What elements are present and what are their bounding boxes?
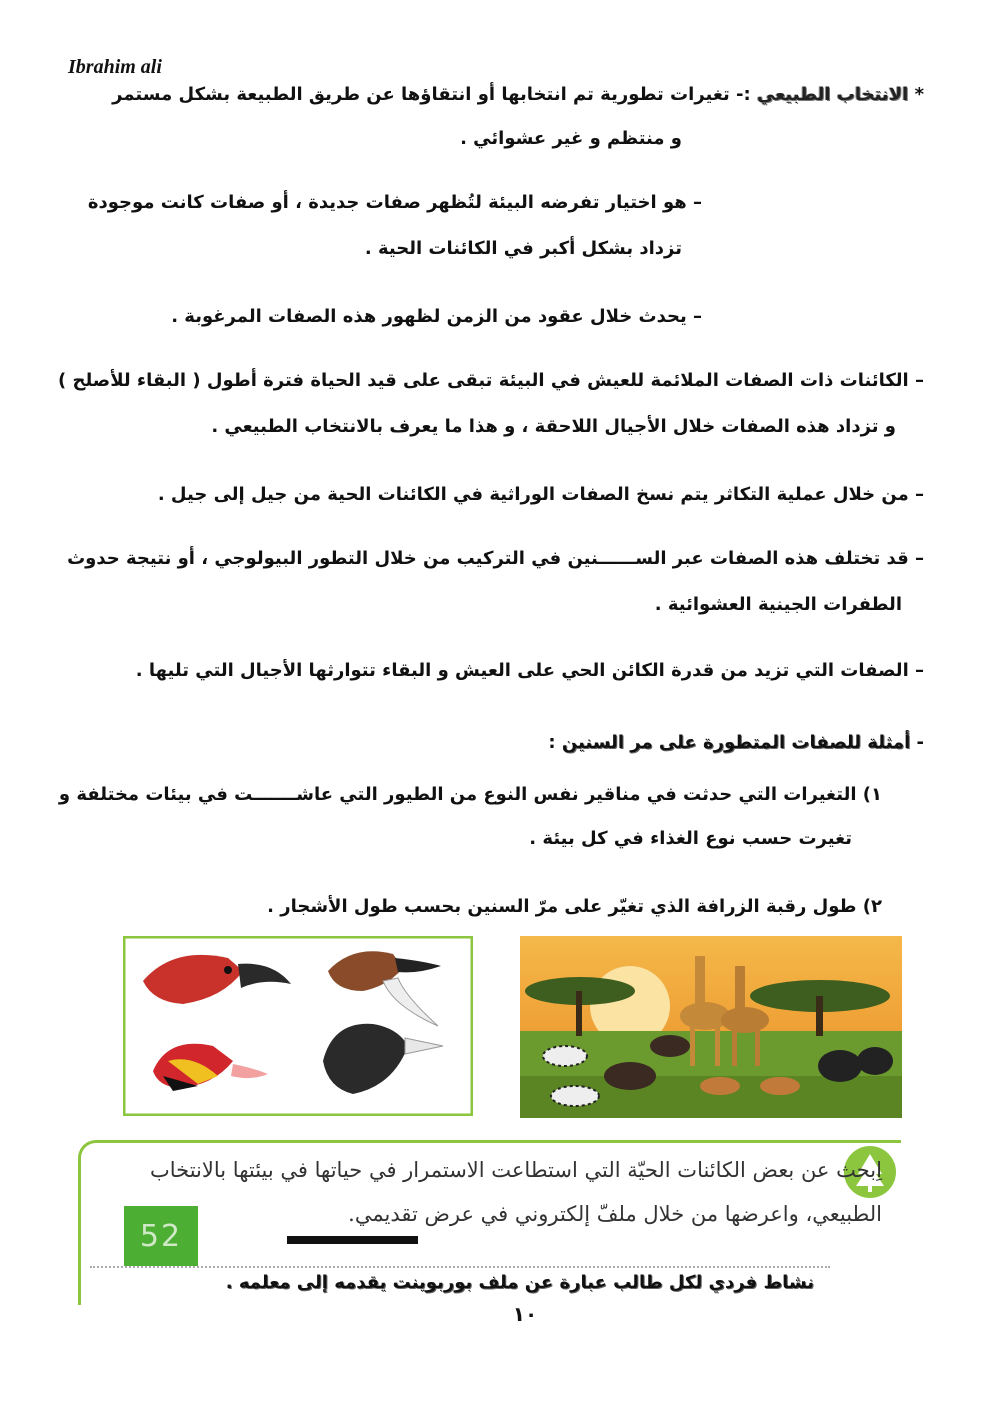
page-number: ١٠ [512,1302,538,1326]
point-4: – من خلال عملية التكاثر يتم نسخ الصفات الوراثية في الكائنات الحية من جيل إلى جيل . [157,484,924,505]
dotted-divider [90,1266,830,1268]
definition-line-1 [112,84,924,105]
bullet: * [914,84,924,105]
bird-beaks-illustration [123,936,473,1116]
definition-title: الانتخاب الطبيعي [757,84,909,105]
definition-line-2: و منتظم و غير عشوائي . [460,128,682,149]
activity-line-2: الطبيعي، واعرضها من خلال ملفّ إلكتروني في عرض تقديمي. [348,1202,882,1226]
examples-heading-text: أمثلة للصفات المتطورة على مر السنين [561,732,911,753]
point-5-line-2: الطفرات الجينية العشوائية . [654,594,902,615]
savanna-giraffes-illustration [520,936,902,1118]
example-1-line-2: تغيرت حسب نوع الغذاء في كل بيئة . [529,828,852,849]
activity-line-1: اِبحث عن بعض الكائنات الحيّة التي استطاعت الاستمرار في حياتها في بيئتها بالانتخاب [150,1158,882,1182]
example-2: ٢) طول رقبة الزرافة الذي تغيّر على مرّ السنين بحسب طول الأشجار . [267,896,882,917]
definition-text: :- تغيرات تطورية تم انتخابها أو انتقاؤها عن طريق الطبيعة بشكل مستمر [112,84,751,105]
point-1-line-2: تزداد بشكل أكبر في الكائنات الحية . [364,238,682,259]
point-3-line-1: – الكائنات ذات الصفات الملائمة للعيش في البيئة تبقى على قيد الحياة فترة أطول ( البقاء للأصلح ) [57,370,924,391]
point-1-line-1: – هو اختيار تفرضه البيئة لتُظهر صفات جديدة ، أو صفات كانت موجودة [87,192,702,213]
author-name: Ibrahim ali [68,56,162,78]
example-1-line-1: ١) التغيرات التي حدثت في مناقير نفس النوع من الطيور التي عاشـــــــت في بيئات مختلفة و [58,784,882,805]
activity-note: نشاط فردي لكل طالب عبارة عن ملف بوربوينت يقدمه إلى معلمه . [225,1272,814,1293]
underline-bar [287,1236,418,1244]
point-2: – يحدث خلال عقود من الزمن لظهور هذه الصفات المرغوبة . [171,306,702,327]
point-3-line-2: و تزداد هذه الصفات خلال الأجيال اللاحقة ، و هذا ما يعرف بالانتخاب الطبيعي . [211,416,896,437]
point-6: – الصفات التي تزيد من قدرة الكائن الحي على العيش و البقاء تتوارثها الأجيال التي تليها . [135,660,924,681]
point-5-line-1: – قد تختلف هذه الصفات عبر الســــــنين في التركيب من خلال التطور البيولوجي ، أو نتيجة حدوث [67,548,924,569]
page-badge: 52 [124,1206,198,1266]
examples-heading: - أمثلة للصفات المتطورة على مر السنين : [548,732,924,753]
